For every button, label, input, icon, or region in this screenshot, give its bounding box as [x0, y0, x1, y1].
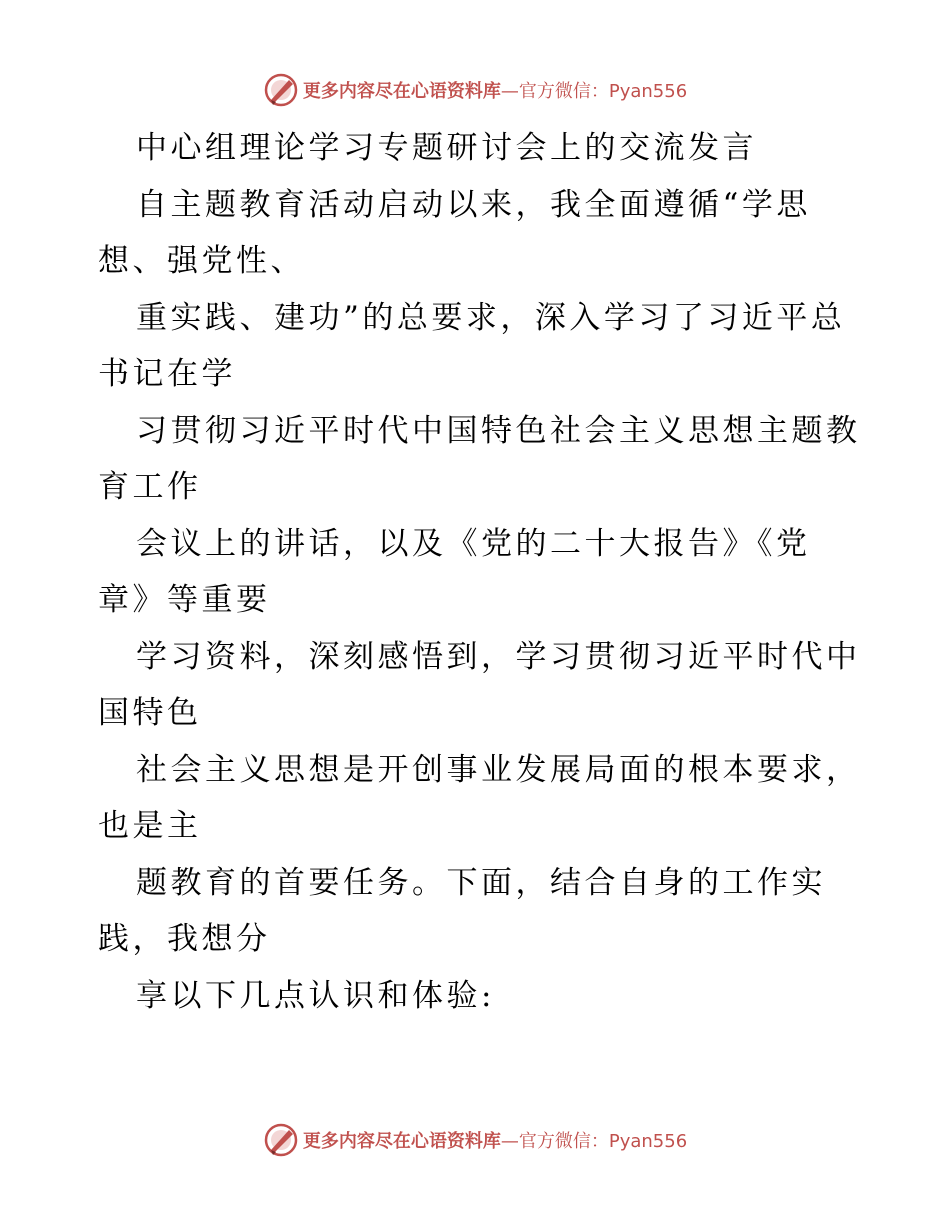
- paragraph-line: 践，我想分: [98, 921, 271, 957]
- banner-main-text: 更多内容尽在心语资料库: [302, 81, 501, 102]
- paragraph-line: 想、强党性、: [98, 243, 305, 279]
- document-title: 中心组理论学习专题研讨会上的交流发言: [136, 130, 757, 166]
- paragraph-line: 也是主: [98, 808, 202, 844]
- paragraph-line: 社会主义思想是开创事业发展局面的根本要求，: [136, 751, 861, 788]
- paragraph-line: 育工作: [98, 469, 202, 505]
- paragraph-line: 国特色: [98, 695, 202, 731]
- document-body: [98, 120, 861, 1024]
- paragraph-line: 享以下几点认识和体验:: [136, 977, 495, 1014]
- paragraph-line: 题教育的首要任务。下面，结合自身的工作实: [136, 864, 826, 901]
- paragraph-line: 书记在学: [98, 356, 236, 392]
- banner-main-text: 更多内容尽在心语资料库: [302, 1131, 501, 1152]
- paragraph-line: 重实践、建功”的总要求，深入学习了习近平总: [136, 299, 846, 336]
- paragraph-line: 学习资料，深刻感悟到，学习贯彻习近平时代中: [136, 638, 861, 675]
- footer-banner: [0, 1120, 950, 1160]
- paragraph-line: 习贯彻习近平时代中国特色社会主义思想主题教: [136, 412, 861, 449]
- banner-sub-text: —官方微信：Pyan556: [500, 81, 688, 102]
- pen-logo-icon: [263, 72, 299, 108]
- pen-logo-icon: [263, 1122, 299, 1158]
- paragraph-line: 自主题教育活动启动以来，我全面遵循“学思: [136, 186, 811, 223]
- paragraph-line: 章》等重要: [98, 582, 271, 618]
- banner-sub-text: —官方微信：Pyan556: [500, 1131, 688, 1152]
- header-banner: [0, 70, 950, 110]
- paragraph-line: 会议上的讲话，以及《党的二十大报告》《党: [136, 525, 811, 562]
